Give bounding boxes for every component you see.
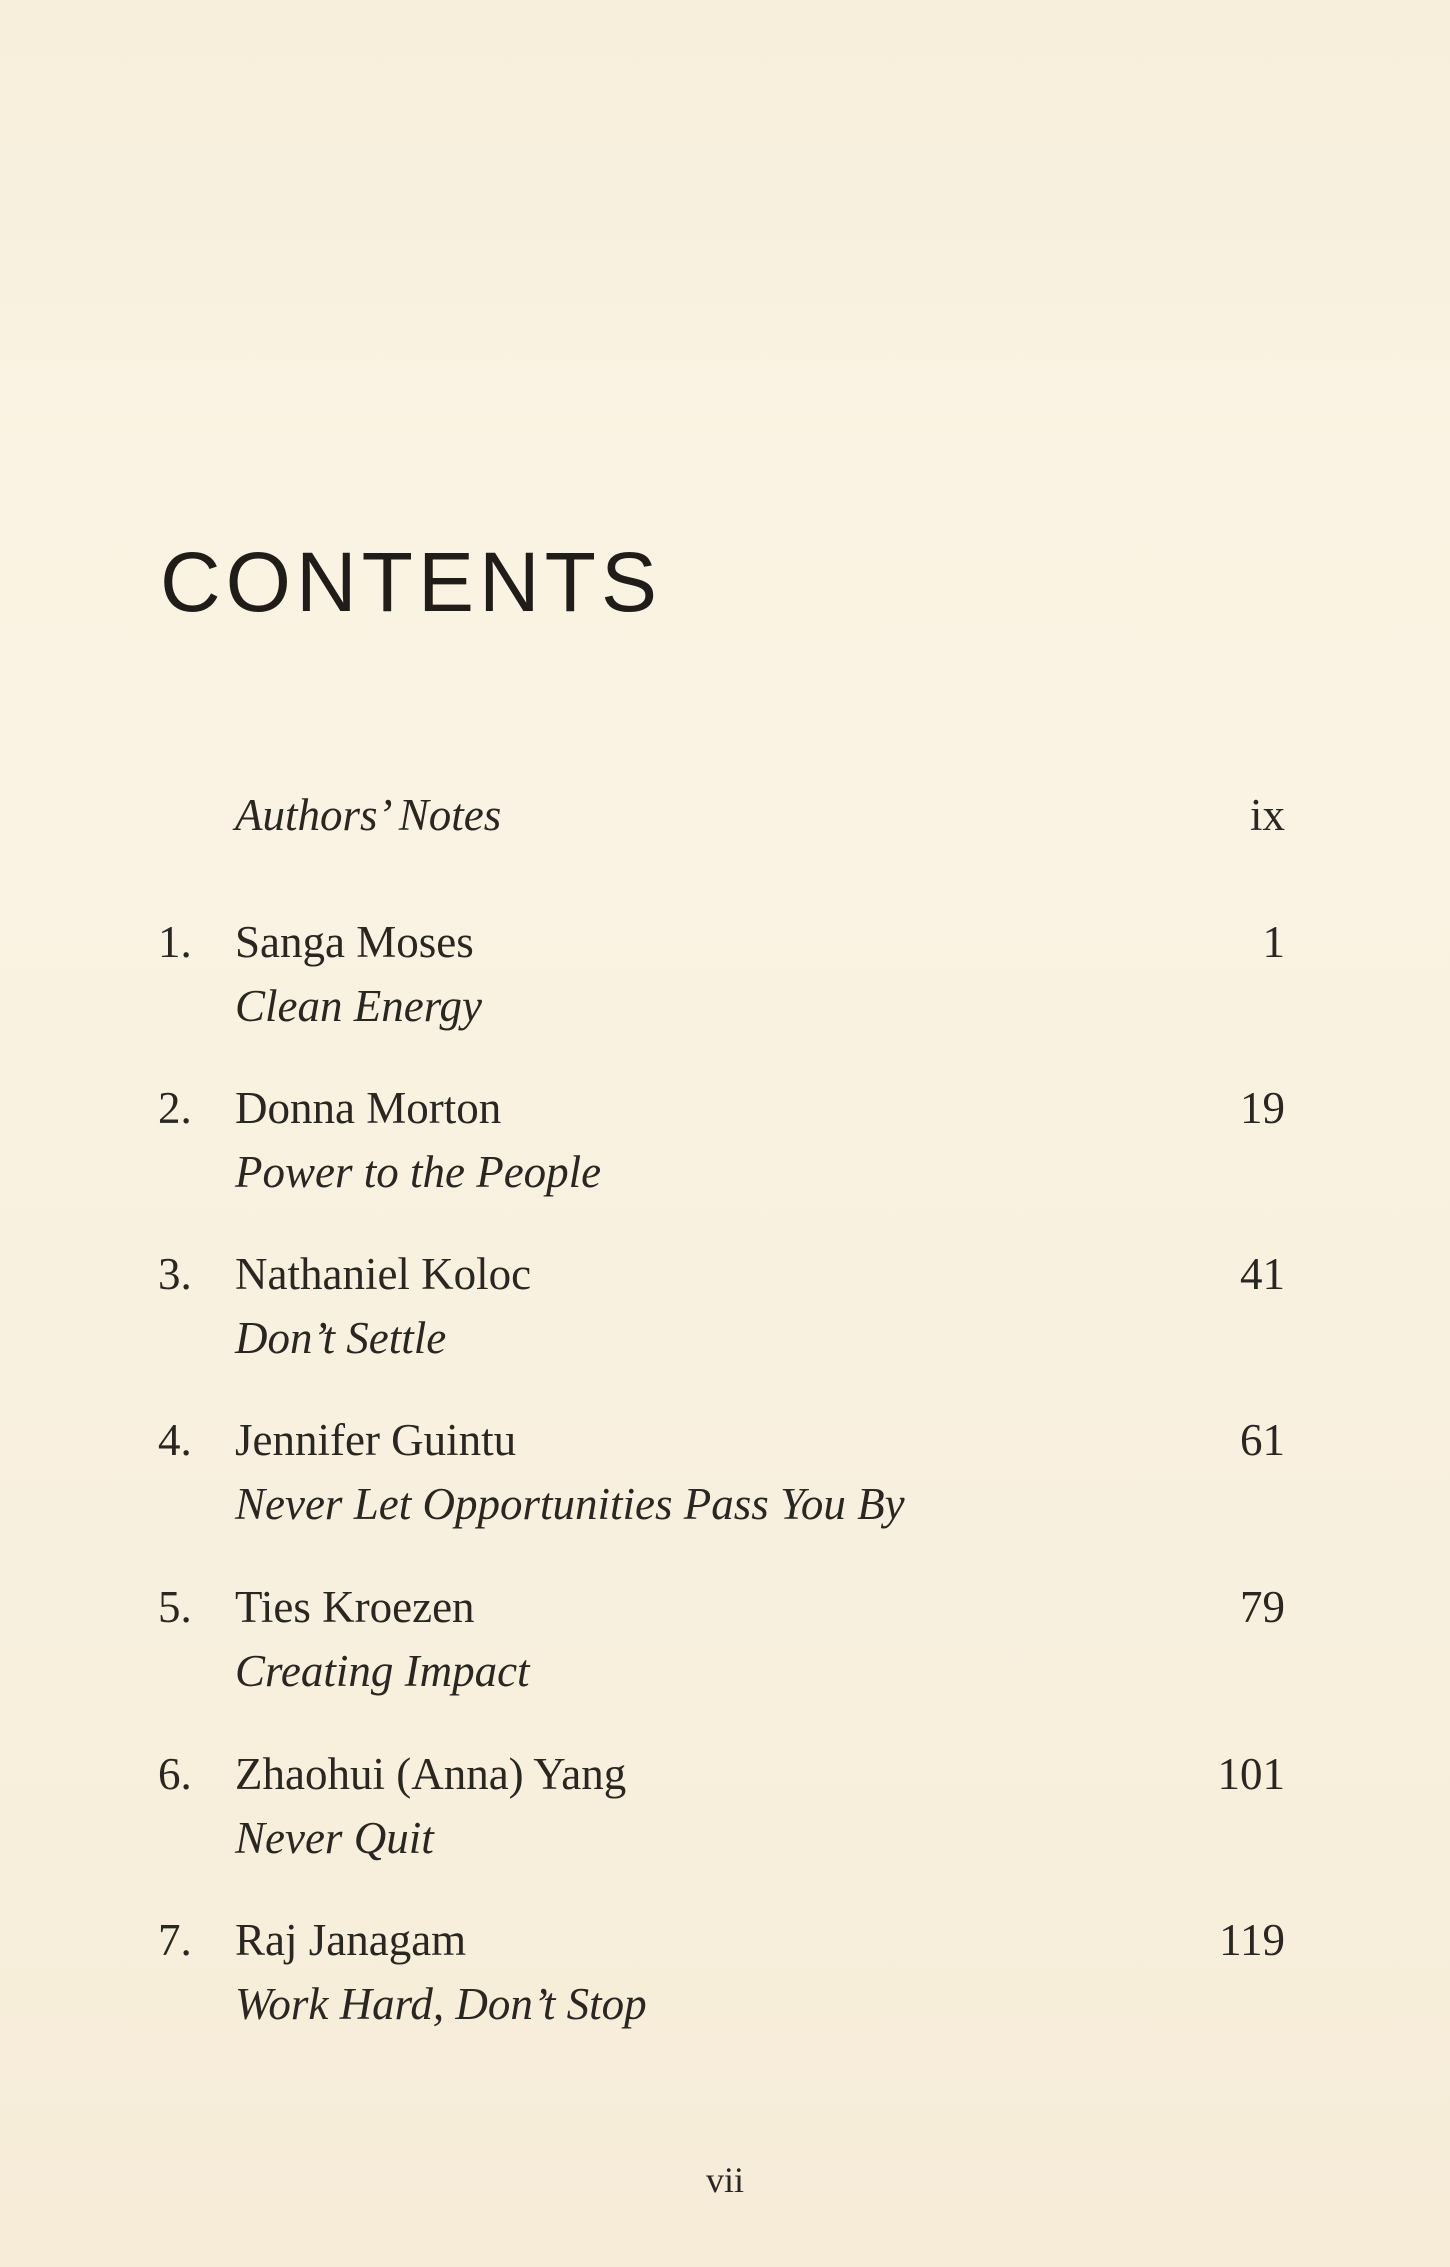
chapter-page-number: 41 (1240, 1249, 1285, 1299)
toc-entry[interactable] (0, 1410, 1450, 1529)
chapter-page-number: 61 (1240, 1415, 1285, 1465)
toc-entry[interactable] (0, 1078, 1450, 1197)
chapter-subtitle: Never Quit (235, 1813, 434, 1863)
chapter-subtitle: Don’t Settle (235, 1313, 447, 1363)
chapter-number: 2. (158, 1083, 192, 1133)
page-heading: CONTENTS (160, 535, 662, 629)
chapter-name: Zhaohui (Anna) Yang (235, 1749, 627, 1799)
chapter-number: 5. (158, 1582, 192, 1632)
toc-entry[interactable] (0, 912, 1450, 1031)
chapter-number: 3. (158, 1249, 192, 1299)
chapter-page-number: 19 (1240, 1083, 1285, 1133)
chapter-subtitle: Clean Energy (235, 981, 483, 1031)
chapter-subtitle: Never Let Opportunities Pass You By (235, 1479, 905, 1529)
page-number: vii (705, 2160, 744, 2200)
chapter-name: Donna Morton (235, 1083, 502, 1133)
chapter-page-number: 1 (1262, 917, 1285, 967)
toc-entry-title: Authors’ Notes (235, 790, 502, 840)
toc-entry[interactable] (0, 1244, 1450, 1363)
chapter-name: Raj Janagam (235, 1915, 467, 1965)
toc-entry[interactable] (0, 1910, 1450, 2029)
chapter-subtitle: Creating Impact (235, 1646, 530, 1696)
chapter-number: 7. (158, 1915, 192, 1965)
chapter-number: 1. (158, 917, 192, 967)
toc-entry-front-matter[interactable] (0, 785, 1450, 845)
chapter-name: Ties Kroezen (235, 1582, 475, 1632)
chapter-name: Nathaniel Koloc (235, 1249, 532, 1299)
toc-entry-page-number: ix (1249, 790, 1285, 840)
chapter-name: Sanga Moses (235, 917, 474, 967)
chapter-number: 6. (158, 1749, 192, 1799)
chapter-number: 4. (158, 1415, 192, 1465)
chapter-subtitle: Power to the People (235, 1147, 602, 1197)
chapter-page-number: 101 (1217, 1749, 1285, 1799)
chapter-subtitle: Work Hard, Don’t Stop (235, 1979, 647, 2029)
toc-entry[interactable] (0, 1744, 1450, 1863)
toc-entry[interactable] (0, 1577, 1450, 1696)
chapter-name: Jennifer Guintu (235, 1415, 517, 1465)
chapter-page-number: 119 (1219, 1915, 1285, 1965)
chapter-page-number: 79 (1240, 1582, 1285, 1632)
